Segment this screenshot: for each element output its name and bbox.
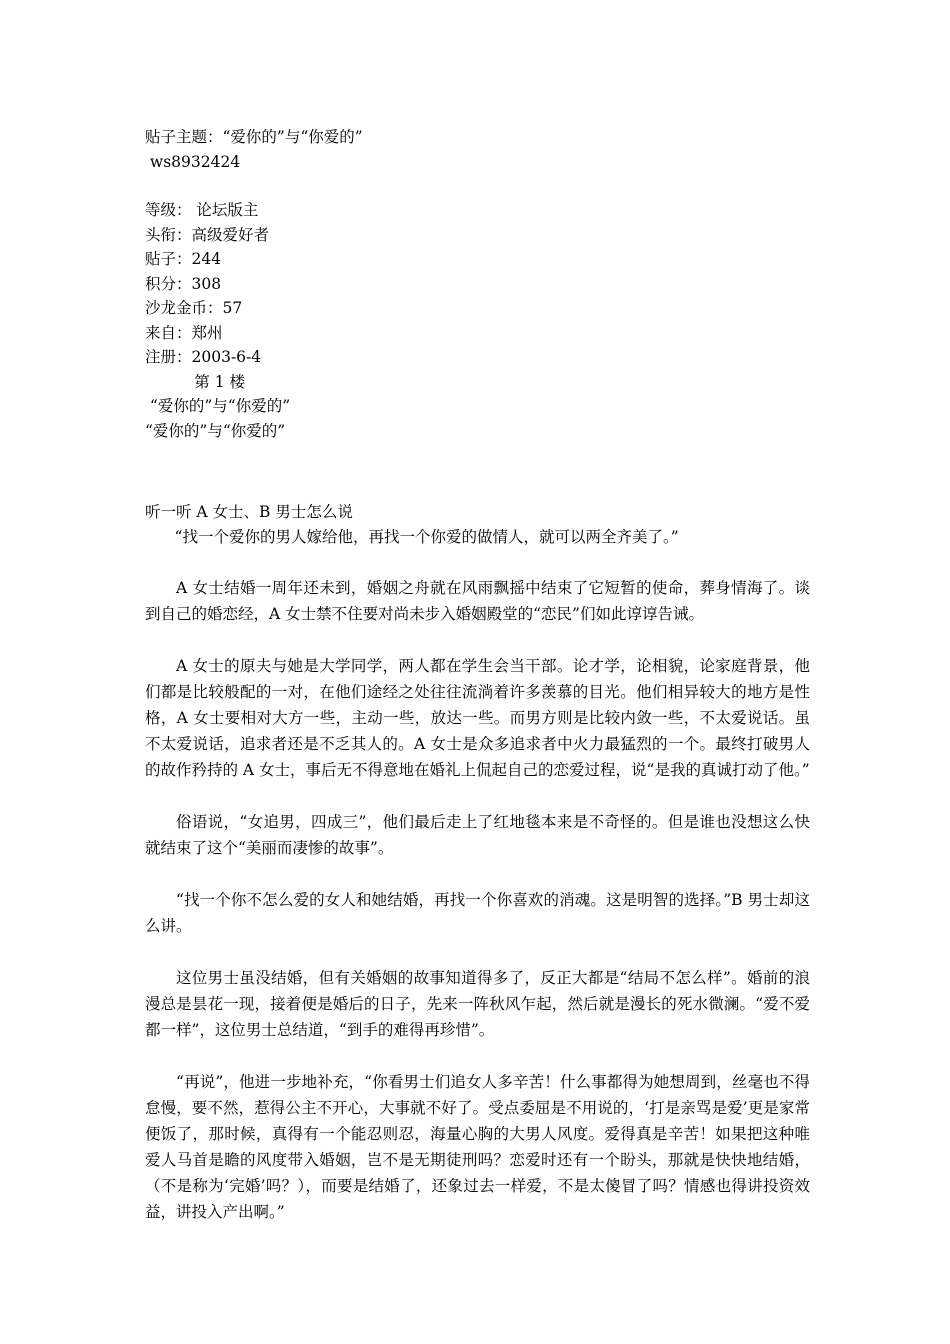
author-username: ws8932424	[145, 152, 241, 171]
paragraph: 这位男士虽没结婚，但有关婚姻的故事知道得多了，反正大都是“结局不怎么样”。婚前的浪漫总是昙花一现，接着便是婚后的日子，先来一阵秋风乍起，然后就是漫长的死水微澜。“爱不爱都一样”，这位男士总结道，“到手的难得再珍惜”。	[145, 969, 810, 1039]
spacer	[145, 443, 810, 491]
post-subject-repeat: “爱你的”与“你爱的”	[145, 421, 286, 440]
quote-a: “找一个爱你的男人嫁给他，再找一个你爱的做情人，就可以两全齐美了。”	[145, 527, 679, 546]
document-page	[145, 125, 810, 1225]
spacer	[145, 174, 810, 198]
profile-coins: 沙龙金币：57	[145, 299, 243, 317]
profile-level: 等级： 论坛版主	[145, 201, 259, 219]
paragraph: “找一个你不怎么爱的女人和她结婚，再找一个你喜欢的消魂。这是明智的选择。”B 男士却这么讲。	[145, 891, 810, 935]
profile-title: 头衔：高级爱好者	[145, 225, 270, 244]
profile-from: 来自：郑州	[145, 323, 223, 342]
topic-title: 贴子主题：“爱你的”与“你爱的”	[145, 128, 363, 146]
paragraph: “再说”，他进一步地补充，“你看男士们追女人多辛苦！什么事都得为她想周到，丝毫也不得怠慢，要不然，惹得公主不开心，大事就不好了。受点委屈是不用说的，‘打是亲骂是爱’更是家常便饭了，那时候，真得有一个能忍则忍，海量心胸的大男人风度。爱得真是辛苦！如果把这种唯爱人马首是瞻的风度带入婚姻，岂不是无期徒刑吗？恋爱时还有一个盼头，那就是快快地结婚，（不是称为‘完婚’吗？），而要是结婚了，还象过去一样爱，不是太傻冒了吗？情感也得讲投资效益，讲投入产出啊。”	[145, 1073, 810, 1221]
body-intro: 听一听 A 女士、B 男士怎么说	[145, 503, 353, 521]
profile-points: 积分：308	[145, 274, 222, 293]
paragraph: 俗语说，“女追男，四成三”，他们最后走上了红地毯本来是不奇怪的。但是谁也没想这么快就结束了这个“美丽而凄惨的故事”。	[145, 813, 810, 857]
paragraph: A 女士的原夫与她是大学同学，两人都在学生会当干部。论才学，论相貌，论家庭背景，他们都是比较般配的一对，在他们途经之处往往流淌着许多羡慕的目光。他们相异较大的地方是性格，A 女士要相对大方一些，主动一些，放达一些。而男方则是比较内敛一些，不太爱说话。虽不太爱说话，追求者还是不乏其人的。A 女士是众多追求者中火力最猛烈的一个。最终打破男人的故作矜持的 A 女士，事后无不得意地在婚礼上侃起自己的恋爱过程，说“是我的真诚打动了他。”	[145, 657, 810, 779]
profile-posts: 贴子：244	[145, 250, 222, 268]
paragraph: A 女士结婚一周年还未到，婚姻之舟就在风雨飘摇中结束了它短暂的使命，葬身情海了。谈到自己的婚恋经，A 女士禁不住要对尚未步入婚姻殿堂的“恋民”们如此谆谆告诫。	[145, 579, 810, 623]
post-floor: 第 1 楼	[145, 372, 245, 391]
post-subject: “爱你的”与“你爱的”	[145, 397, 291, 415]
profile-registered: 注册：2003-6-4	[145, 348, 262, 366]
